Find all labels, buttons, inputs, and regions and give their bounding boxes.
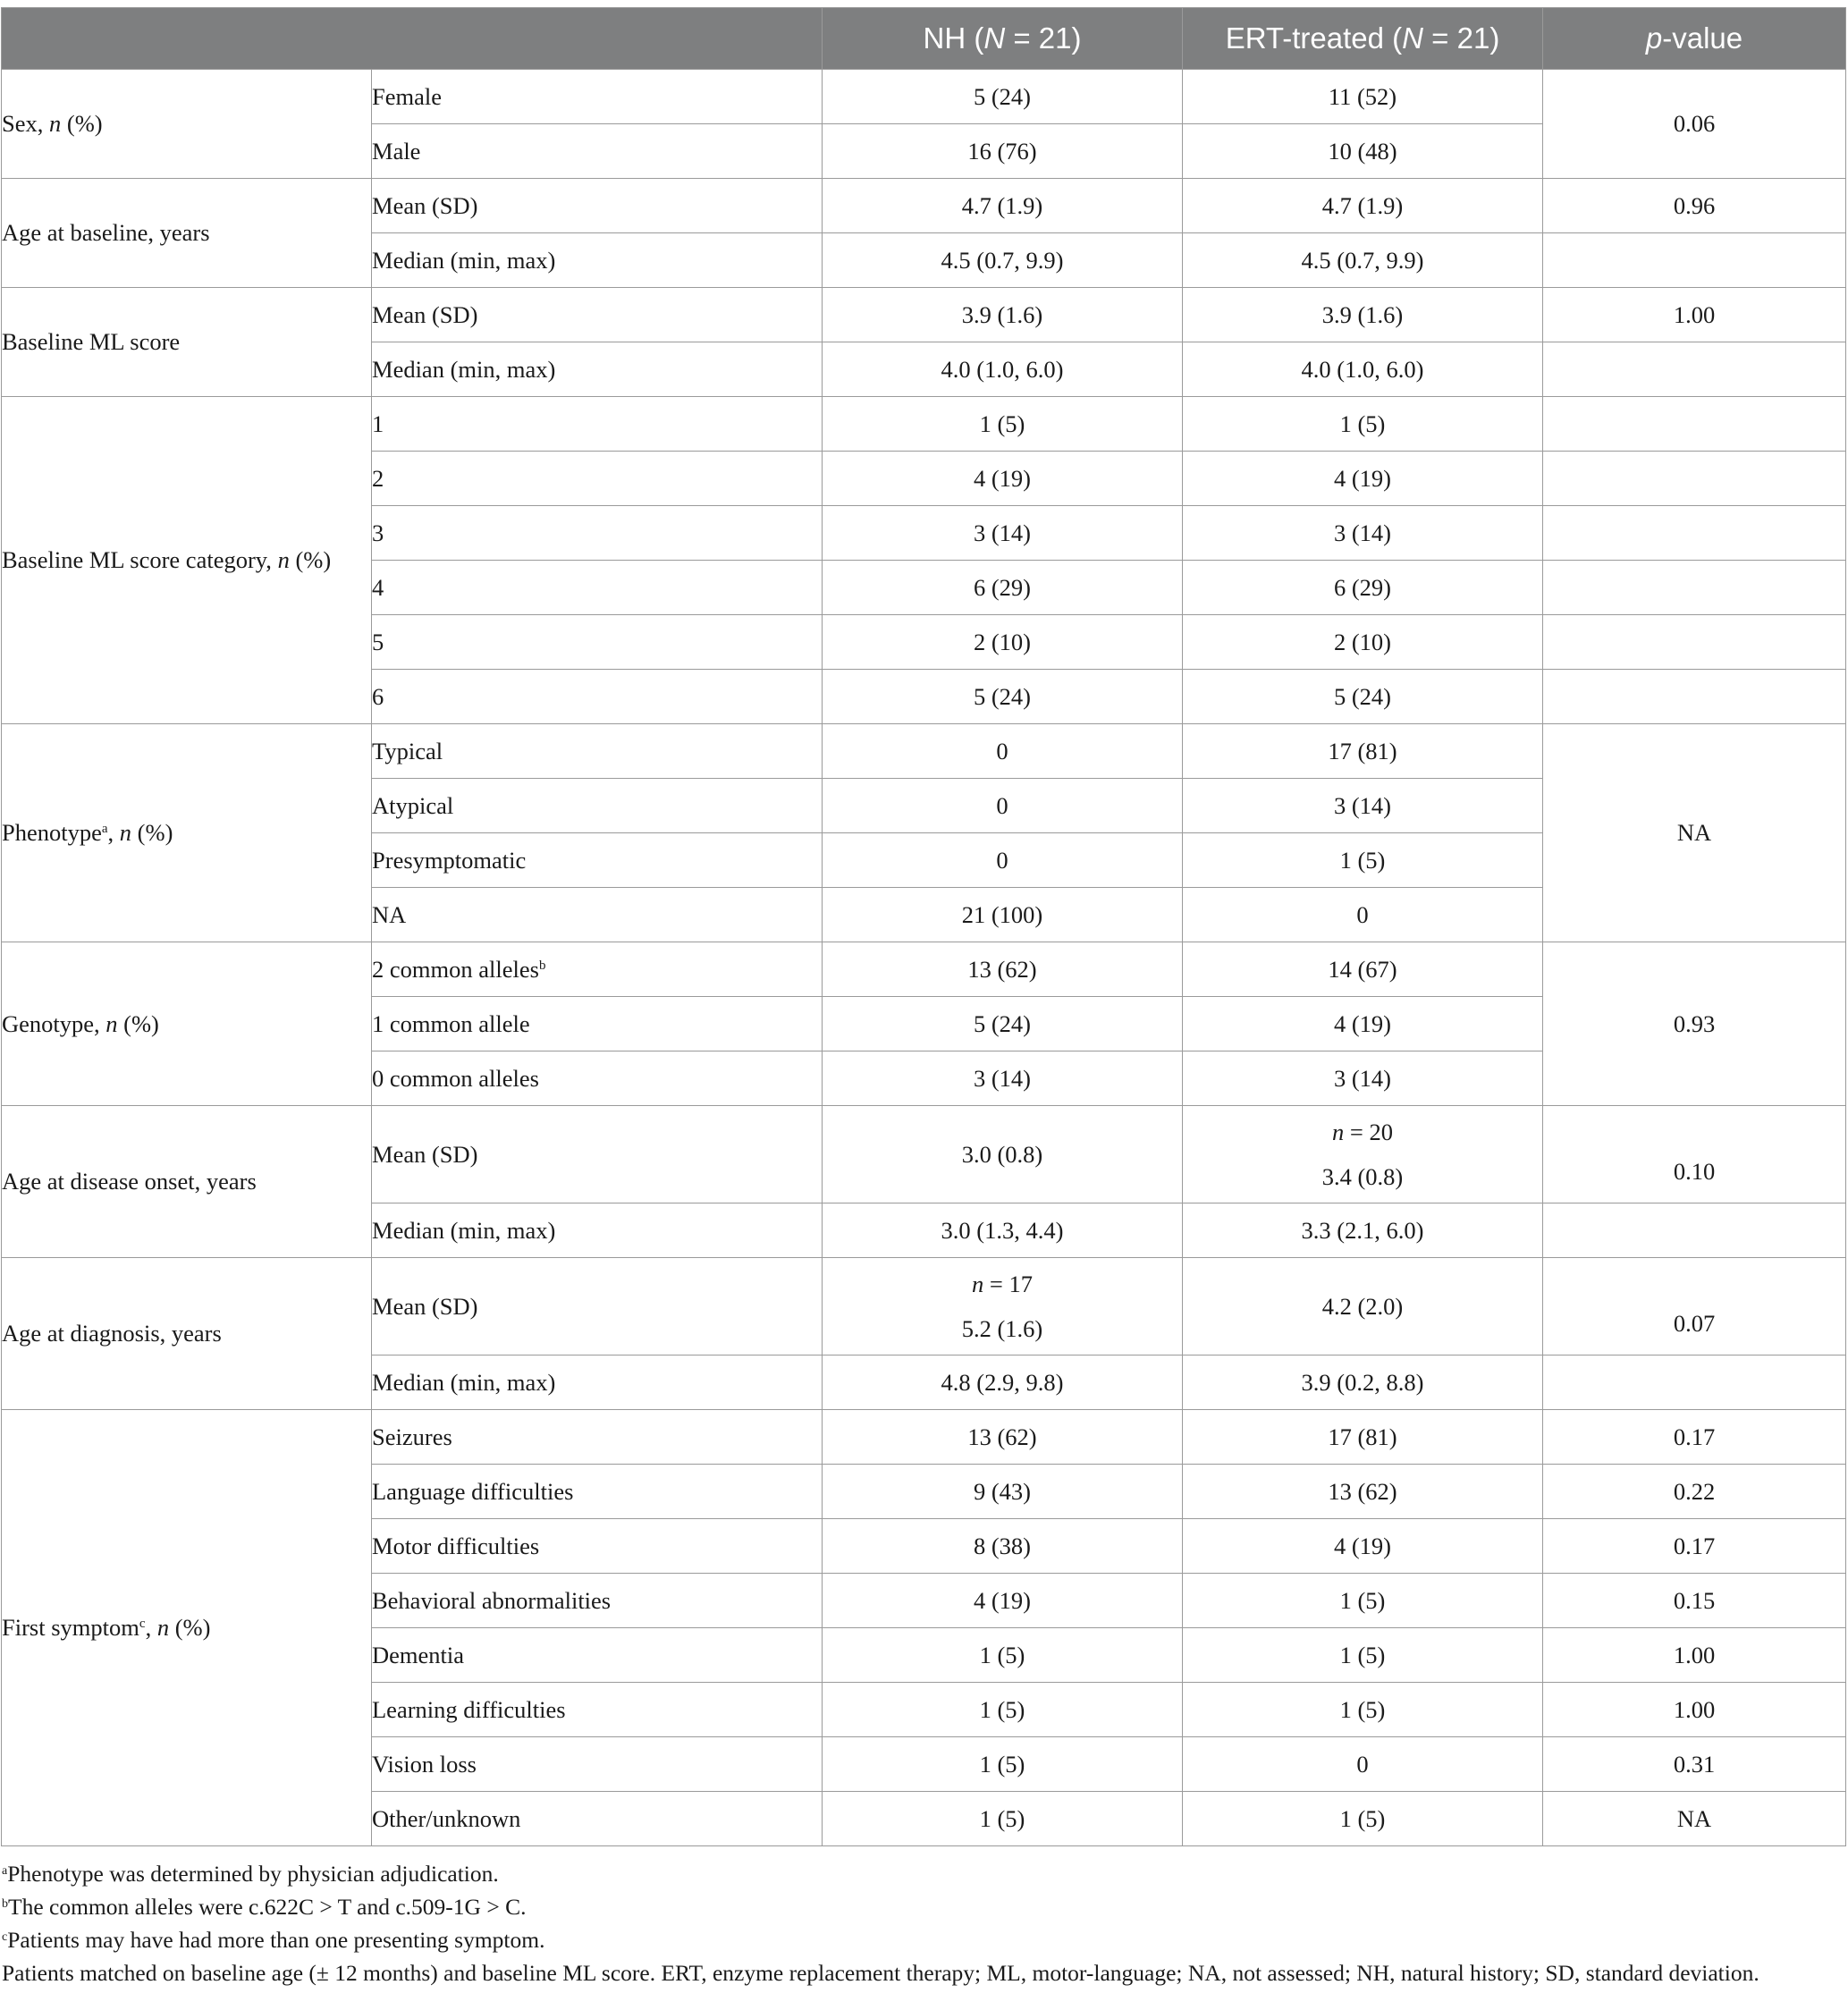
- sublabel: Presymptomatic: [372, 833, 823, 888]
- cell-text: = 17: [983, 1271, 1033, 1297]
- ert-value: 4.7 (1.9): [1183, 179, 1543, 233]
- nh-value: 5 (24): [823, 70, 1183, 124]
- nh-value: 4.8 (2.9, 9.8): [823, 1355, 1183, 1410]
- p-value: 1.00: [1543, 288, 1846, 342]
- table-row: [2, 70, 1846, 124]
- header-ert-n: N: [1402, 21, 1423, 55]
- nh-value: 13 (62): [823, 1410, 1183, 1465]
- ert-value: 11 (52): [1183, 70, 1543, 124]
- nh-value: 2 (10): [823, 615, 1183, 670]
- header-pvalue: [1543, 8, 1846, 70]
- cell-text: n: [156, 1614, 170, 1642]
- cell-text: 2 common alleles: [372, 955, 539, 983]
- nh-value: 0: [823, 724, 1183, 779]
- nh-value: 0: [823, 779, 1183, 833]
- sublabel: Mean (SD): [372, 1258, 823, 1355]
- ert-value: 4.5 (0.7, 9.9): [1183, 233, 1543, 288]
- p-value-empty: [1543, 342, 1846, 397]
- ert-value: 2 (10): [1183, 615, 1543, 670]
- nh-value: 9 (43): [823, 1465, 1183, 1519]
- ert-value: 17 (81): [1183, 1410, 1543, 1465]
- header-pvalue-rest: -value: [1662, 21, 1743, 55]
- sublabel: 0 common alleles: [372, 1051, 823, 1106]
- p-value: NA: [1543, 1792, 1846, 1846]
- sublabel: Typical: [372, 724, 823, 779]
- p-value: NA: [1543, 724, 1846, 942]
- cell-text: = 20: [1344, 1119, 1393, 1145]
- ert-value: 1 (5): [1183, 1628, 1543, 1683]
- ert-value: 14 (67): [1183, 942, 1543, 997]
- ert-value: 5 (24): [1183, 670, 1543, 724]
- ert-value: 4.0 (1.0, 6.0): [1183, 342, 1543, 397]
- table-header-row: [2, 8, 1846, 70]
- nh-value: 5 (24): [823, 997, 1183, 1051]
- sublabel: Median (min, max): [372, 233, 823, 288]
- nh-value: 3.9 (1.6): [823, 288, 1183, 342]
- ert-n-note: [1183, 1110, 1542, 1154]
- header-blank: [2, 8, 823, 70]
- ert-value: 3.3 (2.1, 6.0): [1183, 1203, 1543, 1258]
- nh-value: 1 (5): [823, 1737, 1183, 1792]
- cell-text: n: [105, 1009, 118, 1037]
- table-row: [2, 397, 1846, 452]
- p-value: 0.96: [1543, 179, 1846, 233]
- p-value-empty: [1543, 233, 1846, 288]
- header-pvalue-p: p: [1645, 21, 1663, 55]
- p-value-empty: [1543, 615, 1846, 670]
- p-value-empty: [1543, 506, 1846, 561]
- nh-value: 4.7 (1.9): [823, 179, 1183, 233]
- cell-text: n: [972, 1271, 984, 1297]
- sublabel: Median (min, max): [372, 342, 823, 397]
- nh-value: 5 (24): [823, 670, 1183, 724]
- baseline-characteristics-table: [1, 7, 1846, 1846]
- nh-value: 3.0 (1.3, 4.4): [823, 1203, 1183, 1258]
- ert-value: 3 (14): [1183, 779, 1543, 833]
- sublabel: Other/unknown: [372, 1792, 823, 1846]
- sublabel: Behavioral abnormalities: [372, 1574, 823, 1628]
- header-ert-text-b: = 21): [1423, 21, 1500, 55]
- nh-value: 4 (19): [823, 452, 1183, 506]
- p-value: 0.31: [1543, 1737, 1846, 1792]
- header-nh-text-b: = 21): [1005, 21, 1082, 55]
- row-label-sex: [2, 70, 372, 179]
- nh-value: 8 (38): [823, 1519, 1183, 1574]
- p-value: 0.06: [1543, 70, 1846, 179]
- sublabel: 1 common allele: [372, 997, 823, 1051]
- footnote-mark: c: [139, 1617, 146, 1632]
- footnote-general: Patients matched on baseline age (± 12 months) and baseline ML score. ERT, enzyme replacement therapy; ML, motor-language; NA, not assessed; NH, natural history; SD, standard deviation.: [2, 1960, 1759, 1986]
- ert-value: [1183, 1106, 1543, 1203]
- cell-text: Phenotype: [2, 819, 102, 847]
- nh-value: 1 (5): [823, 1683, 1183, 1737]
- row-label-age-diagnosis: Age at diagnosis, years: [2, 1258, 372, 1410]
- footnote-c: [2, 1923, 1848, 1956]
- nh-value: 3 (14): [823, 506, 1183, 561]
- nh-value: 13 (62): [823, 942, 1183, 997]
- sublabel: Atypical: [372, 779, 823, 833]
- p-value-empty: [1543, 1355, 1846, 1410]
- row-label-ml-category: [2, 397, 372, 724]
- nh-value: 1 (5): [823, 397, 1183, 452]
- p-value: 0.10: [1543, 1106, 1846, 1203]
- table-figure: [0, 7, 1848, 1989]
- table-row: [2, 942, 1846, 997]
- ert-value: 13 (62): [1183, 1465, 1543, 1519]
- cell-text: (%): [169, 1614, 211, 1642]
- ert-value: 10 (48): [1183, 124, 1543, 179]
- cell-text: ,: [145, 1614, 157, 1642]
- cell-text: n: [1332, 1119, 1345, 1145]
- sublabel: Language difficulties: [372, 1465, 823, 1519]
- nh-value: 6 (29): [823, 561, 1183, 615]
- table-row: [2, 1258, 1846, 1355]
- cell-text: Genotype,: [2, 1009, 106, 1037]
- ert-value: 1 (5): [1183, 1683, 1543, 1737]
- p-value: 0.15: [1543, 1574, 1846, 1628]
- sublabel: [372, 942, 823, 997]
- footnote-mark: a: [101, 822, 108, 837]
- nh-value-text: 5.2 (1.6): [961, 1315, 1043, 1342]
- ert-value: 4.2 (2.0): [1183, 1258, 1543, 1355]
- row-label-ml-score: Baseline ML score: [2, 288, 372, 397]
- p-value: 0.17: [1543, 1519, 1846, 1574]
- ert-value: 1 (5): [1183, 397, 1543, 452]
- cell-text: ,: [107, 819, 120, 847]
- header-ert: [1183, 8, 1543, 70]
- ert-value: 3 (14): [1183, 1051, 1543, 1106]
- ert-value: 3.9 (0.2, 8.8): [1183, 1355, 1543, 1410]
- p-value-empty: [1543, 670, 1846, 724]
- nh-value: 16 (76): [823, 124, 1183, 179]
- p-value-empty: [1543, 1203, 1846, 1258]
- footnote-text: Phenotype was determined by physician adjudication.: [7, 1861, 499, 1887]
- p-value-empty: [1543, 561, 1846, 615]
- sublabel: 2: [372, 452, 823, 506]
- p-value: 0.07: [1543, 1258, 1846, 1355]
- cell-text: (%): [289, 546, 332, 574]
- ert-value: 3.9 (1.6): [1183, 288, 1543, 342]
- nh-value: [823, 1258, 1183, 1355]
- nh-value: 3 (14): [823, 1051, 1183, 1106]
- row-label-genotype: [2, 942, 372, 1106]
- footnote-mark: b: [538, 958, 546, 973]
- p-value: 1.00: [1543, 1683, 1846, 1737]
- nh-value: 3.0 (0.8): [823, 1106, 1183, 1203]
- ert-value-text: 3.4 (0.8): [1321, 1163, 1404, 1190]
- sublabel: Female: [372, 70, 823, 124]
- ert-value: 4 (19): [1183, 997, 1543, 1051]
- p-value-empty: [1543, 397, 1846, 452]
- p-value-empty: [1543, 452, 1846, 506]
- ert-value: 3 (14): [1183, 506, 1543, 561]
- sublabel: Learning difficulties: [372, 1683, 823, 1737]
- footnote-mark: c: [2, 1930, 8, 1944]
- cell-text: (%): [61, 110, 103, 138]
- nh-value: 1 (5): [823, 1628, 1183, 1683]
- cell-text: (%): [131, 819, 173, 847]
- cell-text: n: [49, 110, 62, 138]
- table-row: [2, 288, 1846, 342]
- footnote-a: [2, 1857, 1848, 1890]
- footnote-b: [2, 1890, 1848, 1923]
- nh-value: 4.5 (0.7, 9.9): [823, 233, 1183, 288]
- nh-value: 4.0 (1.0, 6.0): [823, 342, 1183, 397]
- footnote-mark: a: [2, 1864, 8, 1878]
- ert-value: 6 (29): [1183, 561, 1543, 615]
- nh-value: 4 (19): [823, 1574, 1183, 1628]
- sublabel: Median (min, max): [372, 1203, 823, 1258]
- ert-value: 4 (19): [1183, 1519, 1543, 1574]
- sublabel: Mean (SD): [372, 288, 823, 342]
- table-row: [2, 179, 1846, 233]
- cell-text: Sex,: [2, 110, 49, 138]
- header-ert-text-a: ERT-treated (: [1225, 21, 1403, 55]
- sublabel: NA: [372, 888, 823, 942]
- ert-value: 1 (5): [1183, 833, 1543, 888]
- p-value: 0.93: [1543, 942, 1846, 1106]
- cell-text: Baseline ML score category,: [2, 546, 278, 574]
- table-footnotes: [0, 1857, 1848, 1989]
- sublabel: Male: [372, 124, 823, 179]
- sublabel: Median (min, max): [372, 1355, 823, 1410]
- p-value: 0.17: [1543, 1410, 1846, 1465]
- nh-value: 21 (100): [823, 888, 1183, 942]
- cell-text: n: [277, 546, 290, 574]
- row-label-age-onset: Age at disease onset, years: [2, 1106, 372, 1258]
- ert-value: 1 (5): [1183, 1574, 1543, 1628]
- sublabel: 4: [372, 561, 823, 615]
- nh-n-note: [823, 1262, 1182, 1306]
- row-label-first-symptom: [2, 1410, 372, 1846]
- cell-text: n: [119, 819, 132, 847]
- cell-text: (%): [117, 1009, 159, 1037]
- header-nh: [823, 8, 1183, 70]
- sublabel: Mean (SD): [372, 1106, 823, 1203]
- sublabel: Mean (SD): [372, 179, 823, 233]
- p-value: 0.22: [1543, 1465, 1846, 1519]
- header-nh-text-a: NH (: [923, 21, 984, 55]
- table-row: [2, 1106, 1846, 1203]
- header-nh-n: N: [983, 21, 1006, 55]
- sublabel: Motor difficulties: [372, 1519, 823, 1574]
- ert-value: 4 (19): [1183, 452, 1543, 506]
- ert-value: 0: [1183, 1737, 1543, 1792]
- ert-value: 1 (5): [1183, 1792, 1543, 1846]
- sublabel: Dementia: [372, 1628, 823, 1683]
- sublabel: 3: [372, 506, 823, 561]
- sublabel: 1: [372, 397, 823, 452]
- p-value: 1.00: [1543, 1628, 1846, 1683]
- sublabel: Vision loss: [372, 1737, 823, 1792]
- sublabel: 5: [372, 615, 823, 670]
- nh-value: 1 (5): [823, 1792, 1183, 1846]
- table-row: [2, 1410, 1846, 1465]
- row-label-phenotype: [2, 724, 372, 942]
- footnote-text: Patients may have had more than one presenting symptom.: [7, 1927, 545, 1953]
- footnote-mark: b: [2, 1897, 8, 1911]
- nh-value: 0: [823, 833, 1183, 888]
- sublabel: 6: [372, 670, 823, 724]
- footnote-text: The common alleles were c.622C > T and c.509-1G > C.: [8, 1894, 527, 1920]
- table-row: [2, 724, 1846, 779]
- row-label-age-baseline: Age at baseline, years: [2, 179, 372, 288]
- ert-value: 17 (81): [1183, 724, 1543, 779]
- cell-text: First symptom: [2, 1614, 139, 1642]
- sublabel: Seizures: [372, 1410, 823, 1465]
- ert-value: 0: [1183, 888, 1543, 942]
